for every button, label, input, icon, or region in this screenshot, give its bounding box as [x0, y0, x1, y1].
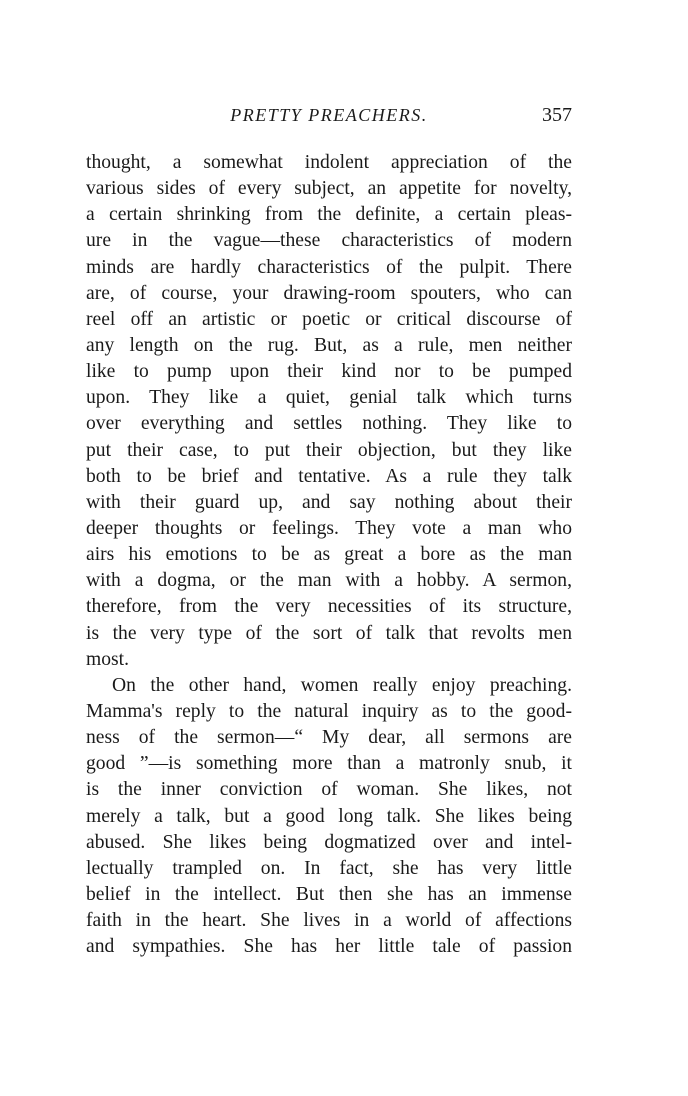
text-line: Mamma's reply to the natural inquiry as to the good- [86, 700, 572, 722]
text-line: reel off an artistic or poetic or critical discourse of [86, 308, 572, 330]
text-line: over everything and settles nothing. They like to [86, 413, 572, 435]
text-line: any length on the rug. But, as a rule, men neither [86, 334, 572, 356]
text-line: is the inner conviction of woman. She likes, not [86, 779, 572, 801]
text-line: faith in the heart. She lives in a world of affections [86, 910, 572, 932]
text-line: lectually trampled on. In fact, she has very little [86, 857, 572, 879]
text-line: are, of course, your drawing-room spouters, who can [86, 282, 572, 304]
text-line: deeper thoughts or feelings. They vote a man who [86, 517, 572, 539]
running-head [86, 102, 572, 128]
paragraph-start-line: On the other hand, women really enjoy preaching. [112, 674, 572, 696]
body-text [86, 150, 572, 960]
text-line: thought, a somewhat indolent appreciation of the [86, 152, 572, 173]
text-line: and sympathies. She has her little tale of passion [86, 936, 572, 958]
text-line: abused. She likes being dogmatized over and intel- [86, 831, 572, 853]
text-line: minds are hardly characteristics of the pulpit. There [86, 256, 572, 278]
text-line: both to be brief and tentative. As a rule they talk [86, 465, 572, 487]
text-line: good ”—is something more than a matronly snub, it [86, 753, 572, 775]
text-line: airs his emotions to be as great a bore as the man [86, 544, 572, 566]
text-line: various sides of every subject, an appetite for novelty, [86, 178, 572, 200]
text-line: upon. They like a quiet, genial talk which turns [86, 387, 572, 409]
text-line: like to pump upon their kind nor to be pumped [86, 361, 572, 383]
text-line: a certain shrinking from the definite, a certain pleas- [86, 204, 572, 226]
text-line: is the very type of the sort of talk that revolts men [86, 622, 572, 644]
text-line: ure in the vague—these characteristics of modern [86, 230, 572, 252]
paragraph-end-line: most. [86, 648, 130, 670]
text-line: with their guard up, and say nothing about their [86, 491, 572, 513]
text-line: with a dogma, or the man with a hobby. A sermon, [86, 570, 572, 592]
text-line: belief in the intellect. But then she has an immense [86, 883, 572, 905]
page-number: 357 [542, 104, 572, 126]
text-line: put their case, to put their objection, but they like [86, 439, 572, 461]
text-line: ness of the sermon—“ My dear, all sermons are [86, 727, 572, 749]
text-line: merely a talk, but a good long talk. She likes being [86, 805, 572, 827]
running-title: PRETTY PREACHERS. [230, 105, 428, 125]
text-line: therefore, from the very necessities of its structure, [86, 596, 572, 618]
